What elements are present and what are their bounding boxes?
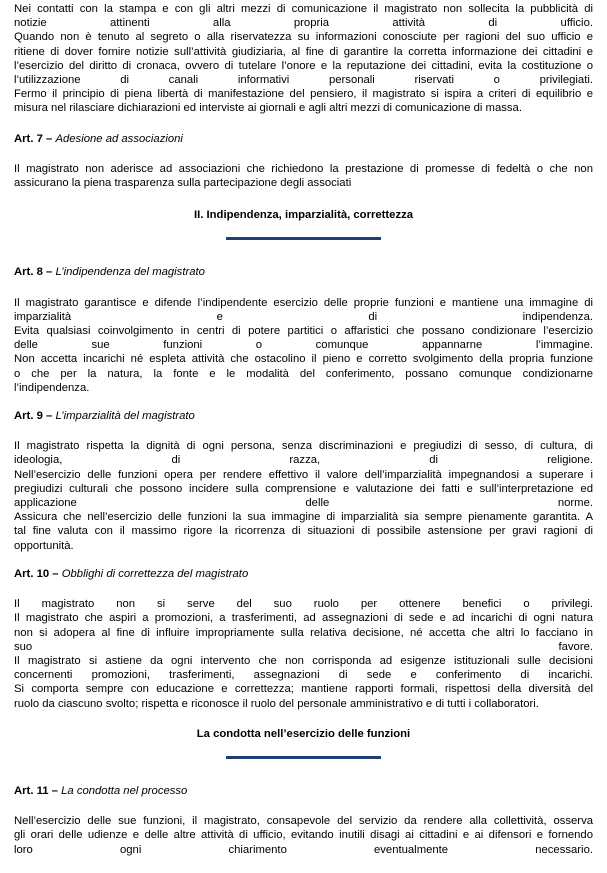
text-line: Il magistrato che aspiri a promozioni, a trasferimenti, ad assegnazioni di sede e ad incarichi di ogni natura bbox=[14, 612, 593, 625]
text-line: tal fine valuta con il massimo rigore la ricorrenza di situazioni di possibile astensione per gravi ragioni di bbox=[14, 525, 593, 538]
art11-dash: – bbox=[48, 784, 62, 797]
section-title-independence: II. Indipendenza, imparzialità, correttezza bbox=[193, 209, 414, 222]
text-line: Il magistrato non si serve del suo ruolo per ottenere benefici o privilegi. bbox=[14, 598, 593, 611]
text-line: o che per la natura, la fonte e le modalità del conferimento, possano comunque condizionarne bbox=[14, 367, 593, 380]
text-line: applicazione delle norme. bbox=[14, 497, 593, 510]
text-line: Nell’esercizio delle funzioni opera per rendere effettivo il valore dell’imparzialità impegnandosi a superare i bbox=[14, 468, 593, 481]
text-line: Il magistrato si astiene da ogni intervento che non corrisponda ad esigenze istituzionali sulle decisioni bbox=[14, 654, 593, 667]
art7-heading bbox=[14, 132, 593, 146]
art9-paragraph bbox=[14, 439, 593, 553]
art10-heading bbox=[14, 567, 593, 581]
text-line: Assicura che nell’esercizio delle funzioni la sua immagine di imparzialità sia sempre pienamente garantita. A bbox=[14, 511, 593, 524]
art8-heading bbox=[14, 265, 593, 279]
text-line: Nell’esercizio delle sue funzioni, il magistrato, consapevole del servizio da rendere alla collettività, osserva bbox=[14, 815, 593, 828]
text-line: loro ogni chiarimento eventualmente necessario. bbox=[14, 843, 593, 856]
art8-title: L’indipendenza del magistrato bbox=[55, 266, 205, 279]
text-line: ideologia, di razza, di religione. bbox=[14, 454, 593, 467]
text-line: Evita qualsiasi coinvolgimento in centri di potere partitici o affaristici che possano condizionare l’esercizio bbox=[14, 325, 593, 338]
text-line: l’utilizzazione di canali informativi personali riservati o privilegiati. bbox=[14, 74, 593, 87]
art10-title: Obblighi di correttezza del magistrato bbox=[61, 567, 249, 580]
art11-number: Art. 11 bbox=[14, 784, 49, 797]
art7-number: Art. 7 bbox=[14, 132, 43, 145]
art9-dash: – bbox=[42, 410, 56, 423]
section-title-conduct: La condotta nell’esercizio delle funzioni bbox=[196, 727, 411, 740]
text-line: ruolo da ciascuno svolto; rispetta e riconosce il ruolo del personale amministrativo e di tutti i collaboratori. bbox=[14, 697, 539, 710]
text-line: opportunità. bbox=[14, 539, 74, 552]
text-line: l’esercizio del diritto di cronaca, ovvero di tutelare l’onore e la reputazione dei cittadini, evita la costituzione o bbox=[14, 59, 593, 72]
text-line: Quando non è tenuto al segreto o alla riservatezza su informazioni conosciute per ragioni del suo ufficio e bbox=[14, 31, 593, 44]
art11-heading bbox=[14, 784, 593, 798]
text-line: Nei contatti con la stampa e con gli altri mezzi di comunicazione il magistrato non sollecita la pubblicità di bbox=[14, 3, 593, 15]
art7-title: Adesione ad associazioni bbox=[55, 132, 183, 145]
text-line: Si comporta sempre con educazione e correttezza; mantiene rapporti formali, rispettosi della diversità del bbox=[14, 683, 593, 696]
text-line: Il magistrato non aderisce ad associazioni che richiedono la prestazione di promesse di fedeltà o che non bbox=[14, 162, 593, 175]
art7-dash: – bbox=[42, 132, 56, 145]
art9-number: Art. 9 bbox=[14, 410, 43, 423]
text-line: notizie attinenti alla propria attività di ufficio. bbox=[14, 17, 593, 30]
art7-paragraph bbox=[14, 162, 593, 190]
text-line: Il magistrato rispetta la dignità di ogni persona, senza discriminazioni e pregiudizi di sesso, di cultura, di bbox=[14, 440, 593, 453]
text-line: gli orari delle udienze e delle altre attività di ufficio, evitando inutili disagi ai cittadini e ai difensori e fornendo bbox=[14, 829, 593, 842]
art10-paragraph bbox=[14, 597, 593, 711]
text-line: imparzialità e di indipendenza. bbox=[14, 310, 593, 323]
art9-title: L’imparzialità del magistrato bbox=[55, 410, 195, 423]
art8-number: Art. 8 bbox=[14, 266, 43, 279]
text-line: non si adopera al fine di influire impropriamente sulla relativa decisione, né accetta che altri lo facciano in bbox=[14, 626, 593, 639]
text-line: l’indipendenza. bbox=[14, 381, 90, 394]
text-line: ritiene di dover fornire notizie sull’attività giudiziaria, al fine di garantire la corretta informazione dei cittadini e bbox=[14, 45, 593, 58]
art11-title: La condotta nel processo bbox=[61, 784, 188, 797]
text-line: pregiudizi culturali che possono incidere sulla comprensione e valutazione dei fatti e sull’interpretazione ed bbox=[14, 482, 593, 495]
text-line: Il magistrato garantisce e difende l’indipendente esercizio delle proprie funzioni e mantiene una immagine di bbox=[14, 296, 593, 309]
intro-paragraph bbox=[14, 2, 593, 116]
text-line: assicurano la piena trasparenza sulla partecipazione degli associati bbox=[14, 177, 352, 190]
text-line: Non accetta incarichi né espleta attività che ostacolino il pieno e corretto svolgimento della propria funzione bbox=[14, 353, 593, 366]
art10-dash: – bbox=[49, 567, 62, 580]
text-line: misura nel rilasciare dichiarazioni ed interviste ai giornali e agli altri mezzi di comunicazione di massa. bbox=[14, 102, 522, 115]
art10-number: Art. 10 bbox=[14, 567, 50, 580]
art8-dash: – bbox=[42, 266, 56, 279]
text-line: suo favore. bbox=[14, 640, 593, 653]
art11-paragraph bbox=[14, 814, 593, 857]
text-line: Fermo il principio di piena libertà di manifestazione del pensiero, il magistrato si ispira a criteri di equilibrio e bbox=[14, 88, 593, 101]
text-line: concernenti promozioni, trasferimenti, assegnazioni di sede e conferimento di incarichi. bbox=[14, 669, 593, 682]
art9-heading bbox=[14, 409, 593, 423]
text-line: delle sue funzioni o comunque appannarne l’immagine. bbox=[14, 339, 593, 352]
art8-paragraph bbox=[14, 296, 593, 395]
